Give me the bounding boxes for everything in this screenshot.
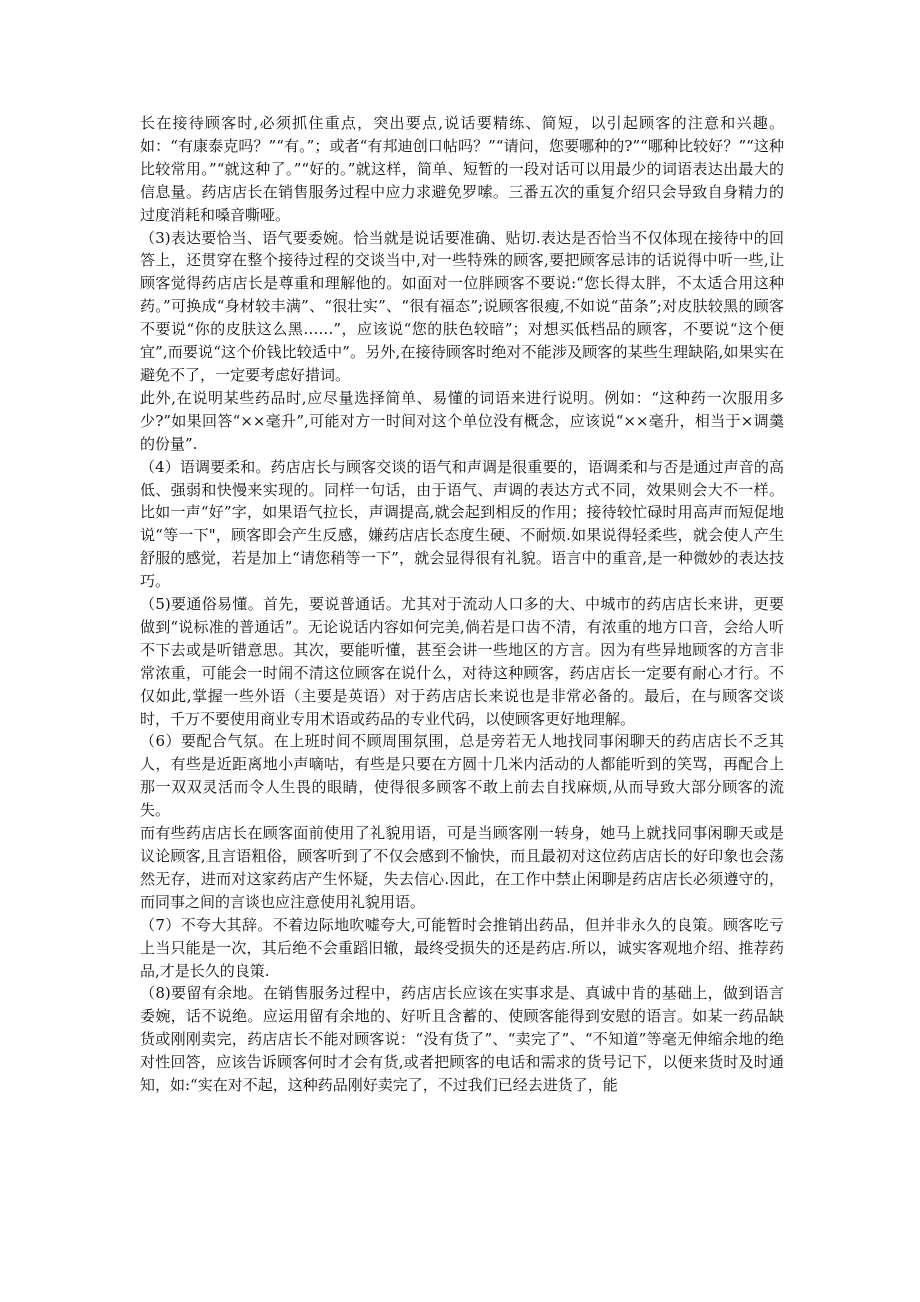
paragraph-point-7: （7）不夸大其辞。不着边际地吹嘘夸大,可能暂时会推销出药品，但并非永久的良策。顾客吃亏上当只能是一次，其后绝不会重蹈旧辙，最终受损失的还是药店.所以，诚实客观地介绍、推荐药品,才是长久的良策.: [140, 915, 784, 980]
paragraph-point-8: （8)要留有余地。在销售服务过程中，药店店长应该在实事求是、真诚中肯的基础上，做到语言委婉，话不说绝。应运用留有余地的、好听且含蓄的、使顾客能得到安慰的语言。如某一药品缺货或刚刚卖完，药店店长不能对顾客说：“没有货了”、“卖完了”、“不知道”等毫无伸缩余地的绝对性回答，应该告诉顾客何时才会有货,或者把顾客的电话和需求的货号记下，以便来货时及时通知，如:“实在对不起，这种药品刚好卖完了，不过我们已经去进货了，能: [140, 984, 784, 1095]
paragraph-intro-continuation: 长在接待顾客时,必须抓住重点，突出要点,说话要精练、简短，以引起顾客的注意和兴趣。如：“有康泰克吗？”“有。”；或者“有邦迪创口帖吗？”“请问，您要哪种的?”“哪种比较好？”“这种比较常用。”“就这种了。”“好的。”就这样，简单、短暂的一段对话可以用最少的词语表达出最大的信息量。药店店长在销售服务过程中应力求避免罗嗦。三番五次的重复介绍只会导致自身精力的过度消耗和嗓音嘶哑。: [140, 114, 784, 224]
document-page: [140, 112, 784, 1097]
paragraph-point-6-supplement: 而有些药店店长在顾客面前使用了礼貌用语，可是当顾客刚一转身，她马上就找同事闲聊天或是议论顾客,且言语粗俗，顾客听到了不仅会感到不愉快，而且最初对这位药店店长的好印象也会荡然无存，进而对这家药店产生怀疑，失去信心.因此，在工作中禁止闲聊是药店店长必须遵守的，而同事之间的言谈也应注意使用礼貌用语。: [140, 824, 784, 911]
paragraph-point-6: （6）要配合气氛。在上班时间不顾周围氛围，总是旁若无人地找同事闲聊天的药店店长不乏其人，有些是近距离地小声嘀咕，有些是只要在方圆十几米内活动的人都能听到的笑骂，再配合上那一双双灵活而令人生畏的眼睛，使得很多顾客不敢上前去自找麻烦,从而导致大部分顾客的流失。: [140, 732, 784, 820]
paragraph-point-3-supplement: 此外,在说明某些药品时,应尽量选择简单、易懂的词语来进行说明。例如：“这种药一次服用多少?”如果回答“××毫升”,可能对方一时间对这个单位没有概念，应该说“××毫升，相当于×调羹的份量”.: [140, 388, 784, 453]
paragraph-point-4: （4）语调要柔和。药店店长与顾客交谈的语气和声调是很重要的，语调柔和与否是通过声音的高低、强弱和快慢来实现的。同样一句话，由于语气、声调的表达方式不同，效果则会大不一样。比如一声“好”字，如果语气拉长，声调提高,就会起到相反的作用；接待较忙碌时用高声而短促地说“等一下"，顾客即会产生反感，嫌药店店长态度生硬、不耐烦.如果说得轻柔些，就会使人产生舒服的感觉，若是加上“请您稍等一下”，就会显得很有礼貌。语言中的重音,是一种微妙的表达技巧。: [140, 457, 784, 591]
paragraph-point-5: （5)要通俗易懂。首先，要说普通话。尤其对于流动人口多的大、中城市的药店店长来讲，更要做到“说标准的普通话”。无论说话内容如何完美,倘若是口齿不清，有浓重的地方口音，会给人听不下去或是听错意思。其次，要能听懂，甚至会讲一些地区的方言。因为有些异地顾客的方言非常浓重，可能会一时闹不清这位顾客在说什么，对待这种顾客，药店店长一定要有耐心才行。不仅如此,掌握一些外语（主要是英语）对于药店店长来说也是非常必备的。最后，在与顾客交谈时，千万不要使用商业专用术语或药品的专业代码，以使顾客更好地理解。: [140, 595, 784, 728]
paragraph-point-3: （3)表达要恰当、语气要委婉。恰当就是说话要准确、贴切.表达是否恰当不仅体现在接待中的回答上，还贯穿在整个接待过程的交谈当中,对一些特殊的顾客,要把顾客忌讳的话说得中听一些,让顾客觉得药店店长是尊重和理解他的。如面对一位胖顾客不要说:“您长得太胖，不太适合用这种药。”可换成“身材较丰满”、“很壮实”、“很有福态”;说顾客很瘦,不如说“苗条”;对皮肤较黑的顾客不要说“你的皮肤这么黑……”，应该说“您的肤色较暗”；对想买低档品的顾客，不要说“这个便宜”,而要说“这个价钱比较适中”。另外,在接待顾客时绝对不能涉及顾客的某些生理缺陷,如果实在避免不了，一定要考虑好措词。: [140, 228, 784, 384]
